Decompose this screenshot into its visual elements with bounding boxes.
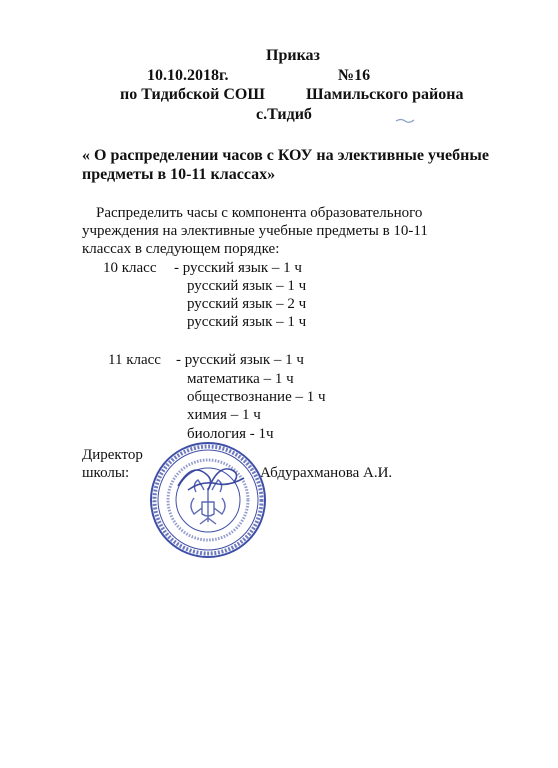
- list-item: обществознание – 1 ч: [187, 389, 326, 405]
- signer-role-line-1: Директор: [82, 447, 143, 463]
- list-item: - русский язык – 1 ч: [176, 352, 304, 368]
- list-item: биология - 1ч: [187, 426, 274, 442]
- subject-line-1: « О распределении часов с КОУ на элективные учебные: [82, 147, 489, 164]
- district-name: Шамильского района: [306, 86, 464, 103]
- intro-line-3: классах в следующем порядке:: [82, 241, 280, 257]
- list-item: математика – 1 ч: [187, 371, 294, 387]
- village-name: с.Тидиб: [256, 106, 312, 123]
- signer-name: Абдурахманова А.И.: [260, 465, 393, 481]
- grade10-label: 10 класс: [103, 260, 157, 276]
- order-date: 10.10.2018г.: [147, 67, 229, 84]
- subject-line-2: предметы в 10-11 классах»: [82, 166, 276, 183]
- grade11-label: 11 класс: [108, 352, 161, 368]
- list-item: русский язык – 1 ч: [187, 278, 307, 294]
- order-number: №16: [338, 67, 371, 84]
- signer-role-line-2: школы:: [82, 465, 130, 481]
- scan-mark-icon: [395, 116, 415, 124]
- intro-line-1: Распределить часы с компонента образовательного: [96, 205, 423, 221]
- document-title: Приказ: [266, 47, 320, 64]
- school-name: по Тидибской СОШ: [120, 86, 265, 103]
- round-seal-icon: [148, 440, 268, 560]
- list-item: русский язык – 2 ч: [187, 296, 307, 312]
- intro-line-2: учреждения на элективные учебные предметы в 10-11: [82, 223, 428, 239]
- list-item: русский язык – 1 ч: [187, 314, 307, 330]
- list-item: - русский язык – 1 ч: [174, 260, 302, 276]
- list-item: химия – 1 ч: [187, 407, 261, 423]
